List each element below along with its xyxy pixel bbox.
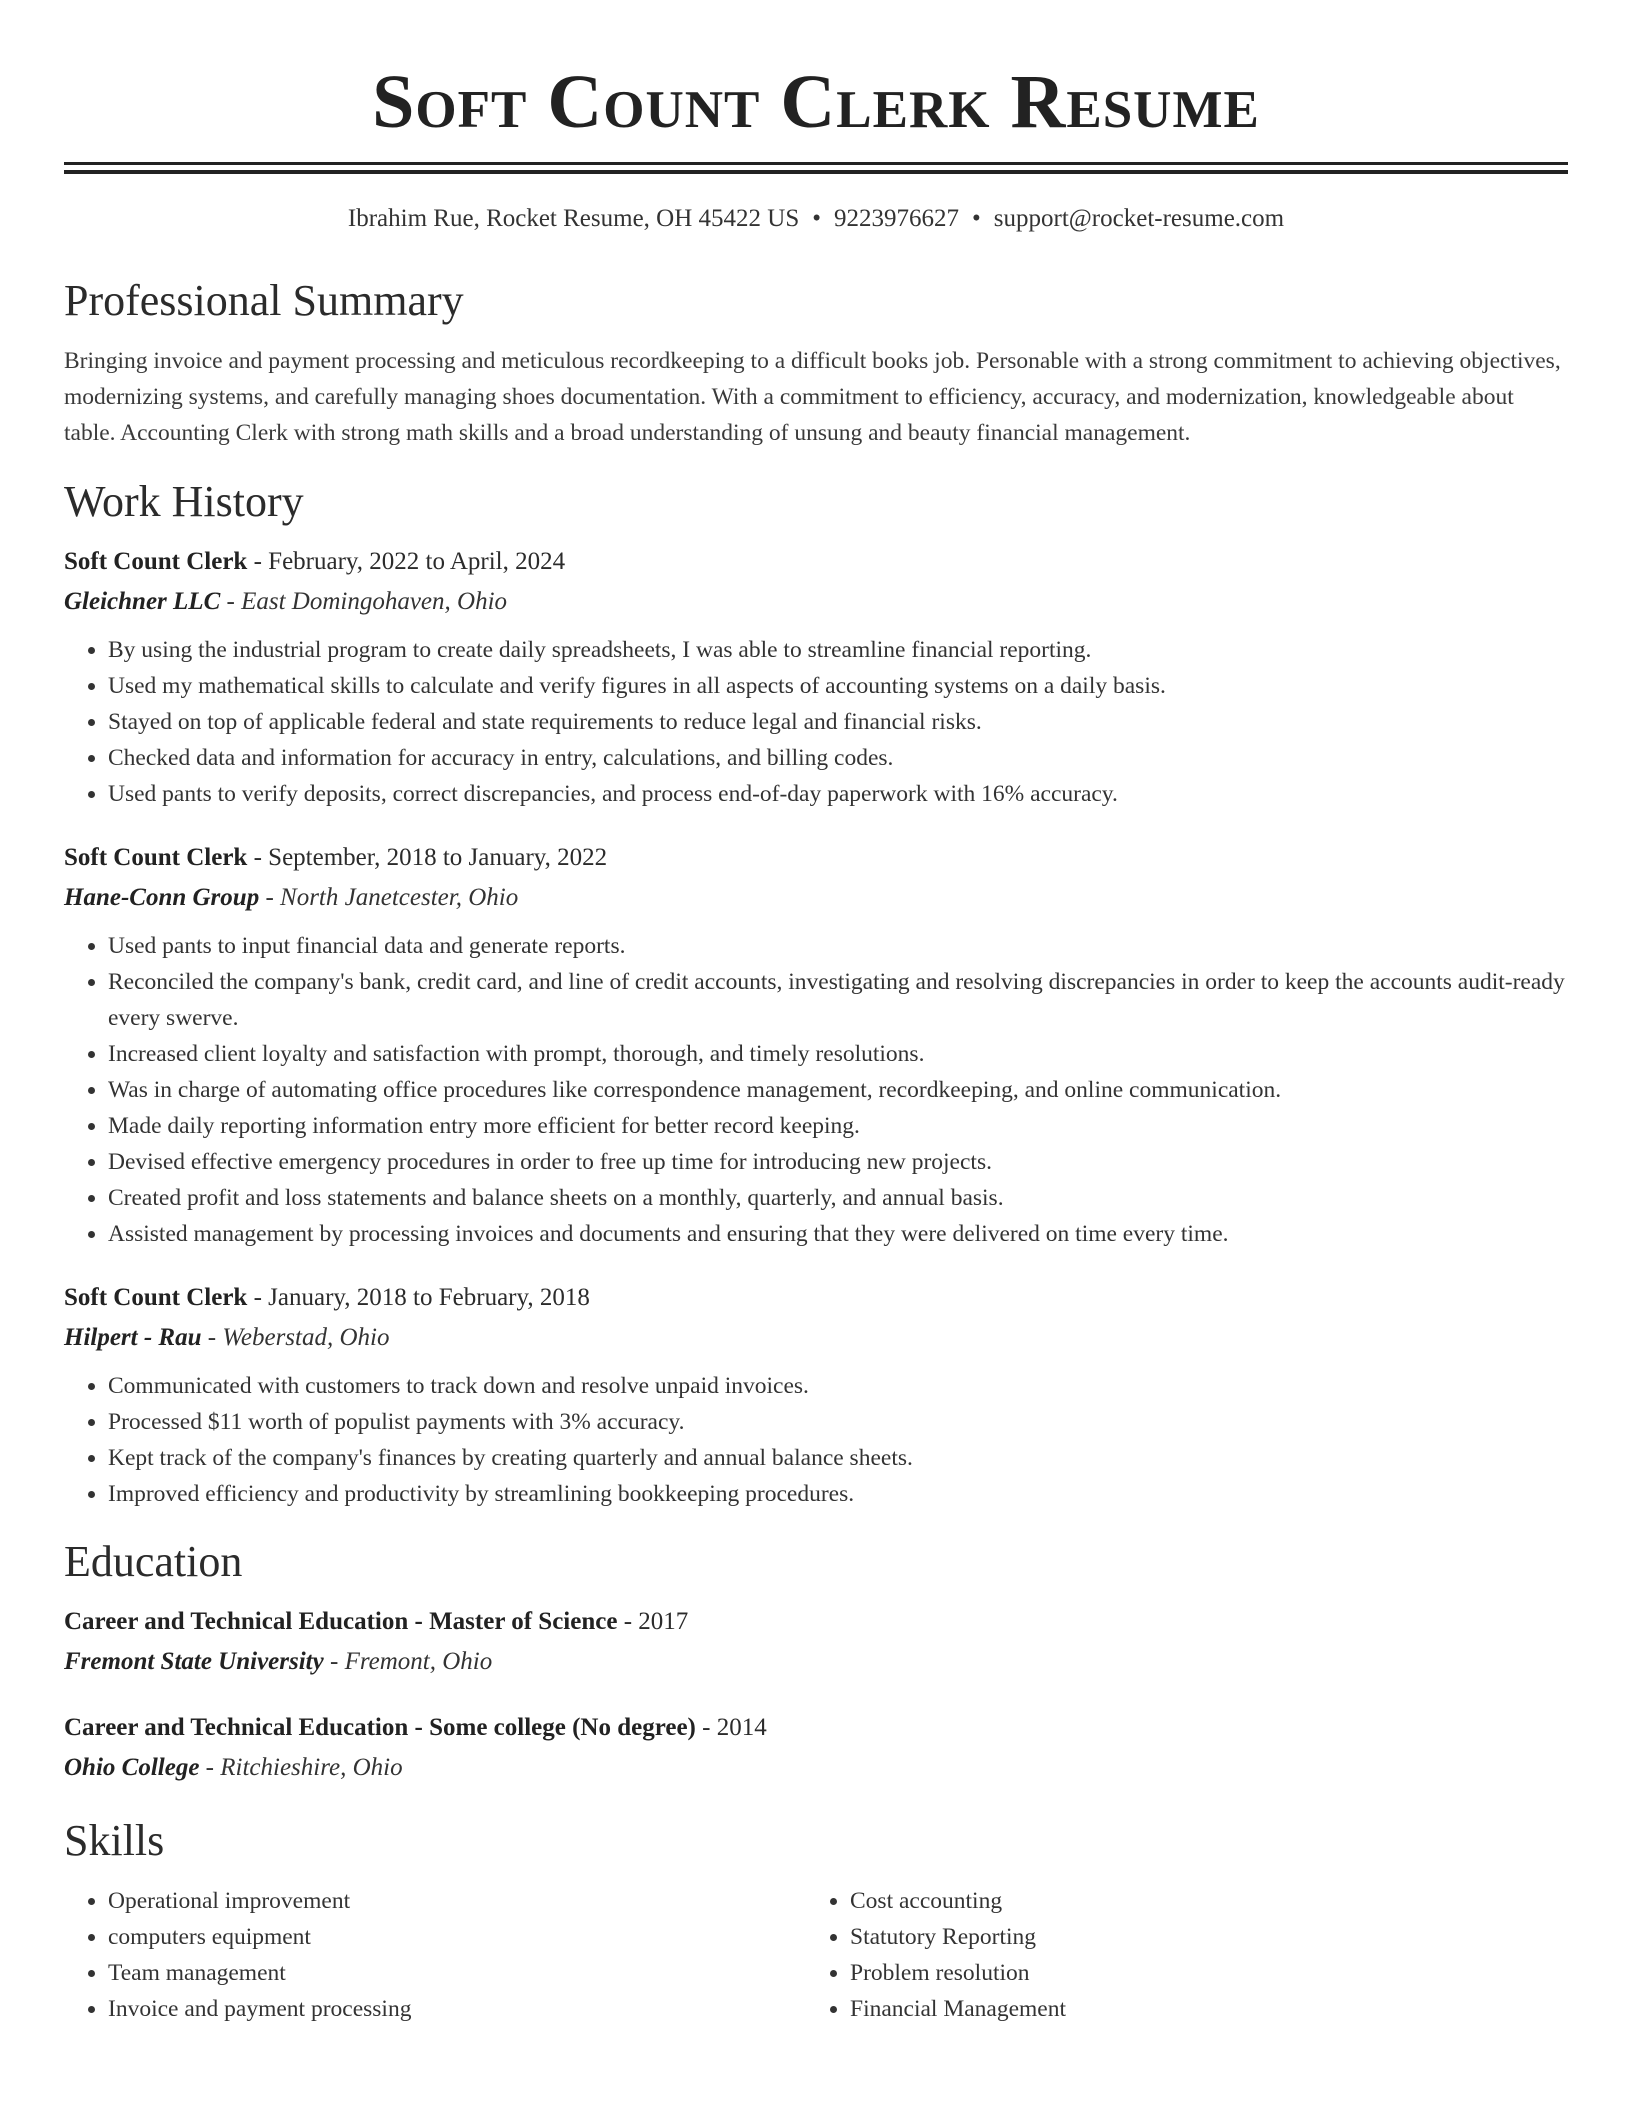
job-bullet: • Used pants to verify deposits, correct discrepancies, and process end-of-day paperwork with 16% accuracy.	[108, 776, 1568, 812]
job-company-line: Gleichner LLC - East Domingohaven, Ohio	[64, 588, 508, 615]
resume-title: Soft Count Clerk Resume	[372, 60, 1260, 144]
job-company: Hilpert - Rau	[64, 1324, 202, 1351]
contact-address: Ibrahim Rue, Rocket Resume, OH 45422 US	[347, 205, 800, 232]
job-company: Gleichner LLC	[64, 588, 221, 615]
education-degree: Career and Technical Education - Some college (No degree)	[64, 1714, 696, 1741]
job-company-line: Hane-Conn Group - North Janetcester, Ohio	[64, 884, 519, 911]
job-bullet: • Reconciled the company's bank, credit card, and line of credit accounts, investigating and resolving discrepancies in order to keep the accounts audit-ready every swerve.	[108, 964, 1568, 1036]
job-location: North Janetcester, Ohio	[280, 884, 519, 911]
skill-item: • Cost accounting	[850, 1883, 1548, 1919]
job-bullet: • Kept track of the company's finances by creating quarterly and annual balance sheets.	[108, 1440, 1568, 1476]
job-bullet: • Was in charge of automating office procedures like correspondence management, recordkeeping, and online communication.	[108, 1072, 1568, 1108]
contact-line	[64, 201, 1568, 237]
skill-item: • Financial Management	[850, 1991, 1548, 2027]
skills-list-left	[64, 1883, 806, 2027]
job-bullet: • Stayed on top of applicable federal and state requirements to reduce legal and financial risks.	[108, 704, 1568, 740]
work-history-heading: Work History	[64, 477, 304, 526]
title-double-rule	[64, 162, 1568, 165]
education-location: Ritchieshire, Ohio	[220, 1754, 403, 1781]
job-bullet: • Communicated with customers to track down and resolve unpaid invoices.	[108, 1368, 1568, 1404]
education-degree: Career and Technical Education - Master of Science	[64, 1608, 618, 1635]
job-bullet: • Used pants to input financial data and generate reports.	[108, 928, 1568, 964]
education-school: Fremont State University	[64, 1648, 324, 1675]
job-location: Weberstad, Ohio	[222, 1324, 390, 1351]
job-dates: February, 2022 to April, 2024	[268, 548, 566, 575]
skill-item: • computers equipment	[108, 1919, 806, 1955]
education-degree-line: Career and Technical Education - Master of Science - 2017	[64, 1608, 689, 1635]
education-year: 2014	[716, 1714, 767, 1741]
job-bullet: • Improved efficiency and productivity by streamlining bookkeeping procedures.	[108, 1476, 1568, 1512]
education-heading: Education	[64, 1537, 243, 1586]
summary-text: Bringing invoice and payment processing and meticulous recordkeeping to a difficult books job. Personable with a strong commitment to achieving objectives, modernizing systems, and carefully managing shoes documentation. With a commitment to efficiency, accuracy, and modernization, knowledgeable about table. Accounting Clerk with strong math skills and a broad understanding of unsung and beauty financial management.	[64, 348, 1561, 446]
education-school-line: Fremont State University - Fremont, Ohio	[64, 1648, 493, 1675]
summary-heading: Professional Summary	[64, 276, 464, 325]
skill-item: • Invoice and payment processing	[108, 1991, 806, 2027]
job-bullets	[64, 632, 1568, 812]
job-title: Soft Count Clerk	[64, 844, 248, 871]
skill-item: • Problem resolution	[850, 1955, 1548, 1991]
education-year: 2017	[638, 1608, 689, 1635]
job-bullet: • Increased client loyalty and satisfaction with prompt, thorough, and timely resolutions.	[108, 1036, 1568, 1072]
job-bullet: • Made daily reporting information entry more efficient for better record keeping.	[108, 1108, 1568, 1144]
contact-separator: •	[972, 205, 981, 232]
skills-heading: Skills	[64, 1816, 165, 1865]
job-bullet: • By using the industrial program to create daily spreadsheets, I was able to streamline financial reporting.	[108, 632, 1568, 668]
job-title-line: Soft Count Clerk - September, 2018 to January, 2022	[64, 844, 608, 871]
job-bullet: • Assisted management by processing invoices and documents and ensuring that they were delivered on time every time.	[108, 1216, 1568, 1252]
skill-item: • Team management	[108, 1955, 806, 1991]
skills-grid	[64, 1883, 1568, 2027]
job-title: Soft Count Clerk	[64, 548, 248, 575]
job-bullets	[64, 928, 1568, 1252]
job-dates: January, 2018 to February, 2018	[268, 1284, 590, 1311]
contact-separator: •	[812, 205, 822, 232]
education-school-line: Ohio College - Ritchieshire, Ohio	[64, 1754, 403, 1781]
job-bullets	[64, 1368, 1568, 1512]
job-title-line: Soft Count Clerk - January, 2018 to February, 2018	[64, 1284, 590, 1311]
job-bullet: • Devised effective emergency procedures in order to free up time for introducing new projects.	[108, 1144, 1568, 1180]
job-bullet: • Processed $11 worth of populist payments with 3% accuracy.	[108, 1404, 1568, 1440]
education-school: Ohio College	[64, 1754, 200, 1781]
job-bullet: • Created profit and loss statements and balance sheets on a monthly, quarterly, and annual basis.	[108, 1180, 1568, 1216]
contact-email: support@rocket-resume.com	[993, 205, 1285, 232]
job-company: Hane-Conn Group	[64, 884, 260, 911]
resume-page	[64, 0, 1568, 2027]
job-bullet: • Used my mathematical skills to calculate and verify figures in all aspects of accounting systems on a daily basis.	[108, 668, 1568, 704]
education-location: Fremont, Ohio	[344, 1648, 493, 1675]
job-location: East Domingohaven, Ohio	[241, 588, 508, 615]
job-bullet: • Checked data and information for accuracy in entry, calculations, and billing codes.	[108, 740, 1568, 776]
skill-item: • Statutory Reporting	[850, 1919, 1548, 1955]
education-degree-line: Career and Technical Education - Some college (No degree) - 2014	[64, 1714, 767, 1741]
contact-phone: 9223976627	[834, 205, 960, 232]
skill-item: • Operational improvement	[108, 1883, 806, 1919]
job-company-line: Hilpert - Rau - Weberstad, Ohio	[64, 1324, 390, 1351]
job-title-line: Soft Count Clerk - February, 2022 to April, 2024	[64, 548, 566, 575]
job-dates: September, 2018 to January, 2022	[268, 844, 608, 871]
job-title: Soft Count Clerk	[64, 1284, 248, 1311]
skills-list-right	[806, 1883, 1548, 2027]
